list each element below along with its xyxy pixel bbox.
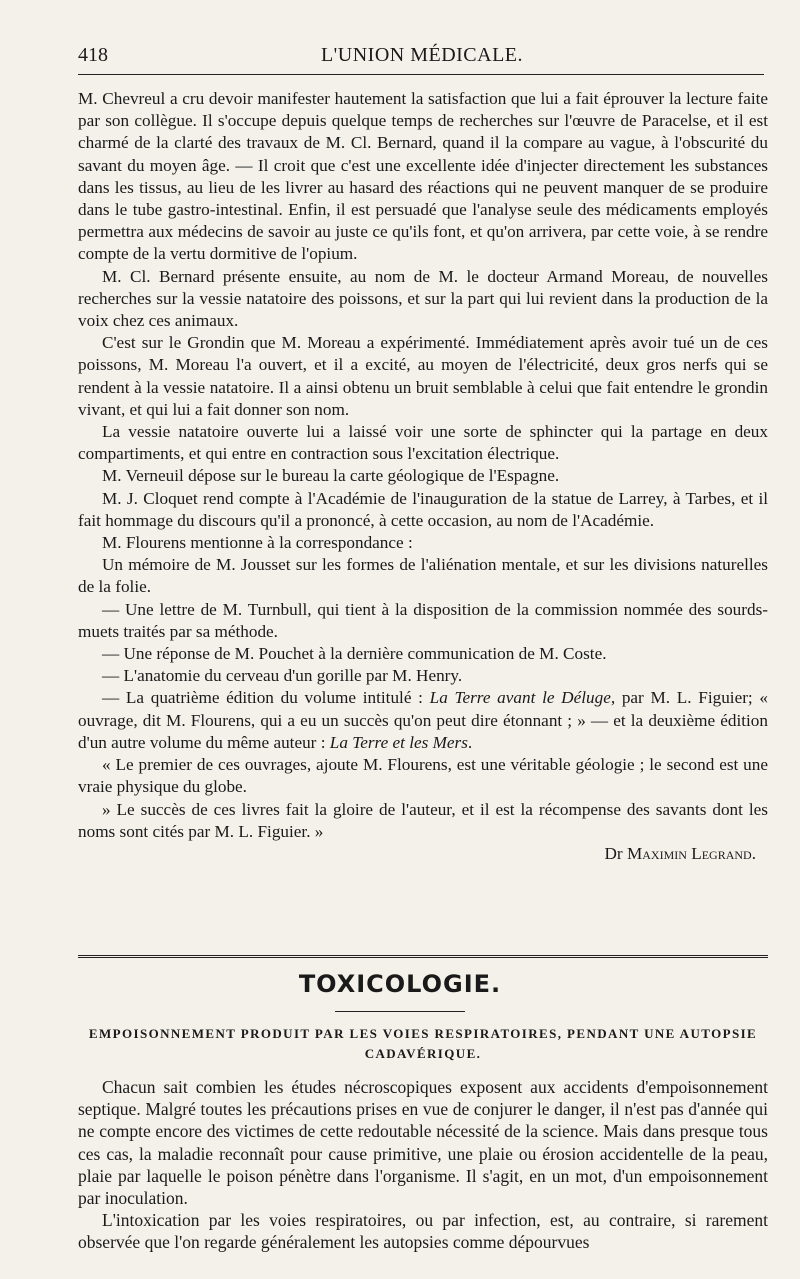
book-title-mers: La Terre et les Mers bbox=[329, 732, 468, 752]
paragraph-turnbull: — Une lettre de M. Turnbull, qui tient à la disposition de la commission nommée des sourds-muets traités par sa méthode. bbox=[78, 599, 768, 641]
paragraph-vessie: La vessie natatoire ouverte lui a laissé voir une sorte de sphincter qui la partage en deux compartiments, et qui entre en contraction sous l'excitation électrique. bbox=[78, 422, 768, 464]
journal-title: L'UNION MÉDICALE. bbox=[320, 44, 524, 66]
paragraph-cloquet: M. J. Cloquet rend compte à l'Académie de l'inauguration de la statue de Larrey, à Tarbes, et il fait hommage du discours qu'il a prononcé, à cette occasion, au nom de l'Académie. bbox=[78, 488, 768, 530]
toxicology-article bbox=[78, 1076, 768, 1254]
signature-prefix: Dr bbox=[604, 843, 623, 863]
paragraph-succes: » Le succès de ces livres fait la gloire de l'auteur, et il est la récompense des savants dont les noms sont cités par M. L. Figuier. » bbox=[78, 799, 768, 841]
signature-name: Maximin Legrand. bbox=[626, 843, 756, 863]
paragraph-bernard: M. Cl. Bernard présente ensuite, au nom de M. le docteur Armand Moreau, de nouvelles recherches sur la vessie natatoire des poissons, et sur la part qui lui revient dans la production de la voix chez ces animaux. bbox=[78, 266, 768, 331]
figuier-text-2: , par M. L. Figuier; « ouvrage, dit M. Flourens, qui a eu un succès qu'on peut dire étonnant ; » — et la deuxième édition d'un autre volume du même auteur : bbox=[78, 688, 768, 752]
section-title-rule bbox=[335, 1011, 465, 1012]
paragraph-chevreul: M. Chevreul a cru devoir manifester hautement la satisfaction que lui a fait éprouver la lecture faite par son collègue. Il s'occupe depuis quelque temps de recherches sur l'œuvre de Paracelse, et il est charmé de la clarté des travaux de M. Cl. Bernard, quand il la compare au vague, à l'obscurité du savant du moyen âge. — Il croit que c'est une excellente idée d'injecter directement les substances dans les tissus, au lieu de les livrer au hasard des réactions qui ne peuvent manquer de se produire dans le tube gastro-intestinal. Enfin, il est persuadé que l'analyse seule des médicaments employés permettra aux médecins de savoir au juste ce qu'ils font, et qu'on arrivera, par cette voie, à se rendre compte de la vertu dormitive de l'opium. bbox=[78, 89, 768, 264]
paragraph-jousset: Un mémoire de M. Jousset sur les formes de l'aliénation mentale, et sur les divisions naturelles de la folie. bbox=[78, 555, 768, 597]
paragraph-pouchet: — Une réponse de M. Pouchet à la dernière communication de M. Coste. bbox=[102, 644, 607, 664]
paragraph-verneuil: M. Verneuil dépose sur le bureau la carte géologique de l'Espagne. bbox=[102, 466, 560, 486]
running-head bbox=[78, 40, 766, 70]
article-title: EMPOISONNEMENT PRODUIT PAR LES VOIES RESPIRATOIRES, PENDANT UNE AUTOPSIE CADAVÉRIQUE. bbox=[88, 1026, 758, 1061]
paragraph-empoisonnement: Chacun sait combien les études nécroscopiques exposent aux accidents d'empoisonnement septique. Malgré toutes les précautions prises en vue de conjurer le danger, il n'est pas d'année qui ne compte encore des victimes de cette redoutable nécessité de la science. Mais dans presque tous ces cas, la maladie reconnaît pour cause primitive, une plaie ou érosion accidentelle de la peau, plaie par laquelle le poison pénètre dans l'organisme. Il s'agit, en un mot, d'un empoisonnement par inoculation. bbox=[78, 1077, 768, 1209]
paragraph-intoxication: L'intoxication par les voies respiratoires, ou par infection, est, au contraire, si rarement observée que l'on regarde généralement les autopsies comme dépourvues bbox=[78, 1210, 768, 1253]
paragraph-henry: — L'anatomie du cerveau d'un gorille par M. Henry. bbox=[102, 666, 463, 686]
paragraph-flourens: M. Flourens mentionne à la correspondance : bbox=[102, 533, 413, 553]
figuier-text-1: — La quatrième édition du volume intitulé : bbox=[102, 688, 430, 708]
paragraph-figuier bbox=[78, 687, 768, 754]
academy-report bbox=[78, 88, 768, 865]
section-divider bbox=[78, 955, 768, 958]
header-rule bbox=[78, 74, 764, 75]
figuier-text-3: . bbox=[467, 732, 473, 752]
signature bbox=[78, 843, 768, 865]
section-title: TOXICOLOGIE. bbox=[298, 970, 502, 998]
paragraph-moreau: C'est sur le Grondin que M. Moreau a expérimenté. Immédiatement après avoir tué un de ces poissons, M. Moreau l'a ouvert, et il a excité, au moyen de l'électricité, deux gros nerfs qui se rendent à la vessie natatoire. Il a ainsi obtenu un bruit semblable à celui que fait entendre le grondin vivant, et qui lui a fait donner son nom. bbox=[78, 333, 768, 419]
paragraph-geologie: « Le premier de ces ouvrages, ajoute M. Flourens, est une véritable géologie ; le second est une vraie physique du globe. bbox=[78, 755, 768, 797]
page-number: 418 bbox=[78, 44, 108, 66]
book-title-deluge: La Terre avant le Déluge bbox=[429, 688, 611, 708]
